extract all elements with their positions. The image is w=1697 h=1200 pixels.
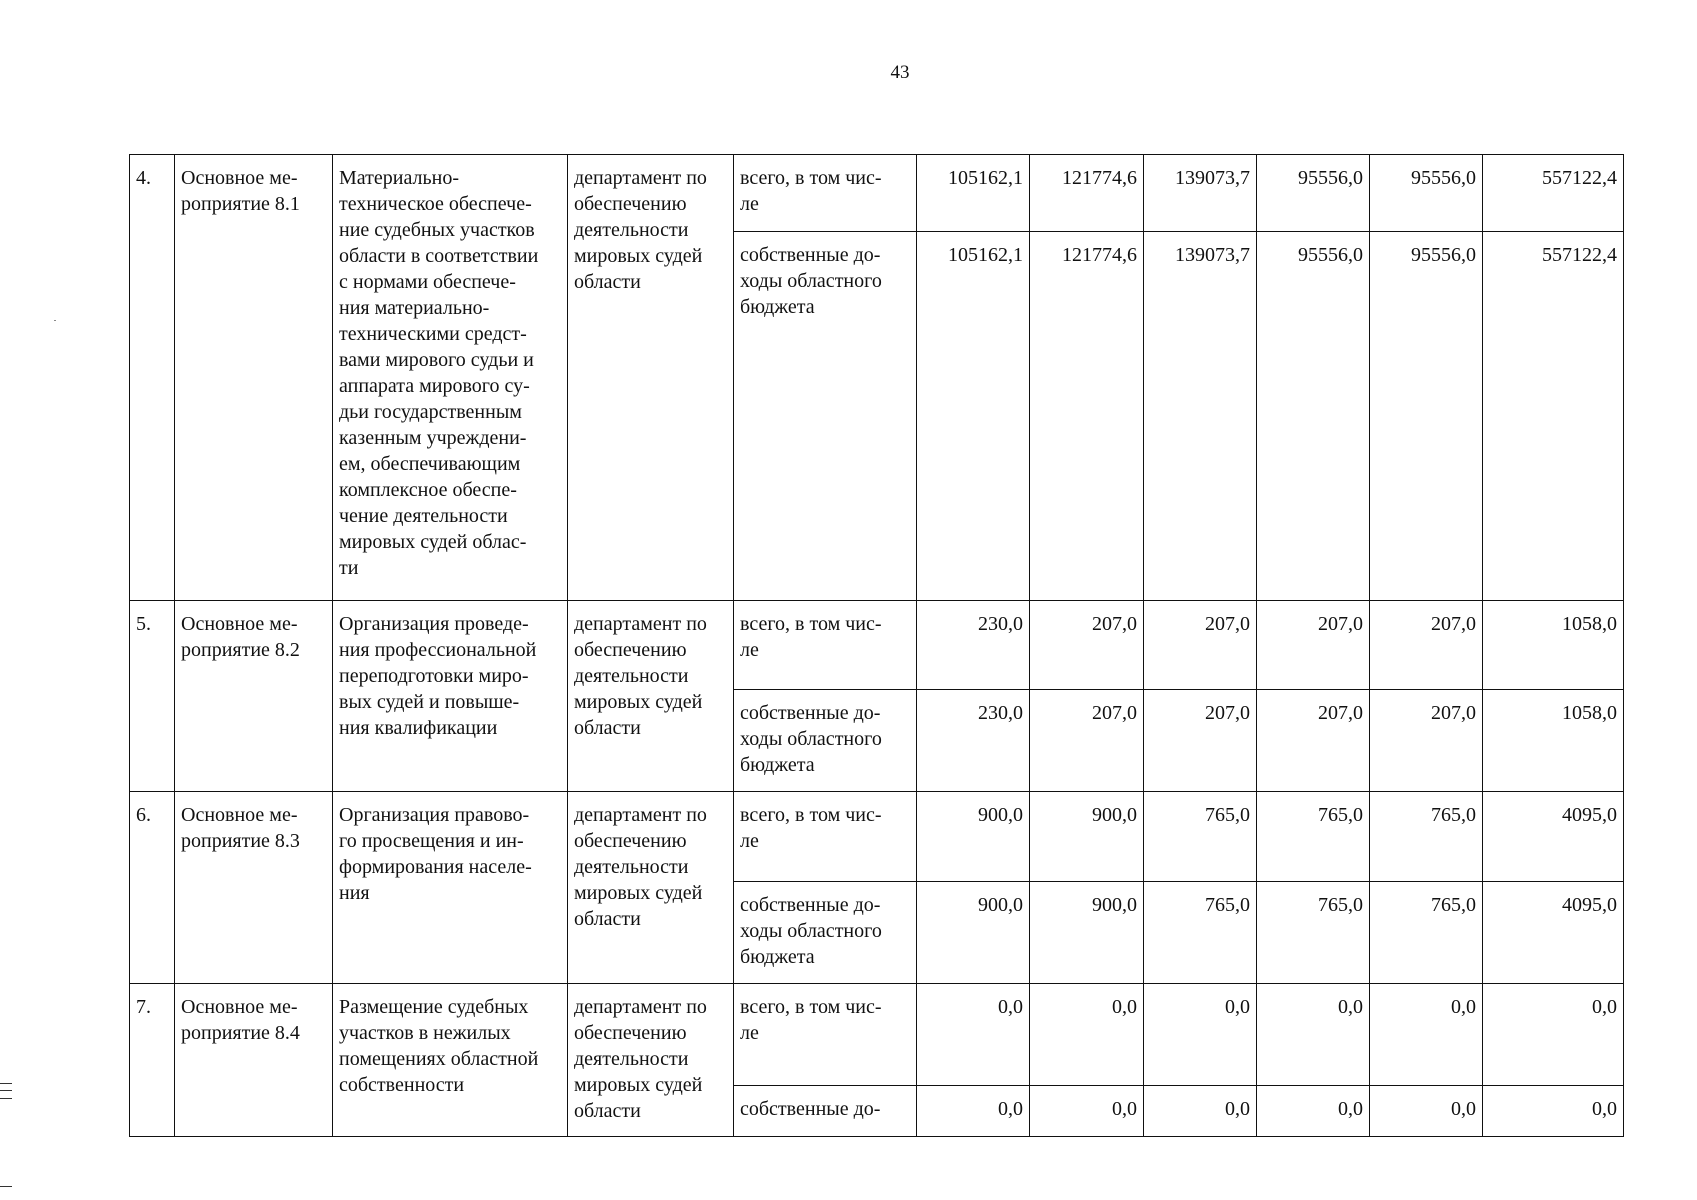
value-cell: 557122,4 [1483, 155, 1624, 232]
budget-table [129, 154, 1624, 1137]
value-cell: 207,0 [1030, 690, 1144, 792]
row-index: 5. [130, 601, 175, 792]
value-cell: 207,0 [1030, 601, 1144, 690]
value-cell: 0,0 [917, 1086, 1030, 1137]
measure-cell: Основное ме- роприятие 8.4 [175, 984, 333, 1137]
row-index: 4. [130, 155, 175, 601]
funding-source-cell: всего, в том чис- ле [734, 155, 917, 232]
value-cell: 121774,6 [1030, 232, 1144, 601]
row-index: 6. [130, 792, 175, 984]
funding-source-cell: собственные до- ходы областного бюджета [734, 690, 917, 792]
measure-cell: Основное ме- роприятие 8.3 [175, 792, 333, 984]
description-cell: Размещение судебных участков в нежилых помещениях областной собственности [333, 984, 568, 1137]
value-cell: 1058,0 [1483, 601, 1624, 690]
value-cell: 207,0 [1370, 601, 1483, 690]
value-cell: 0,0 [1370, 984, 1483, 1086]
page-number: 43 [890, 62, 910, 83]
value-cell: 765,0 [1370, 882, 1483, 984]
value-cell: 207,0 [1257, 601, 1370, 690]
description-cell: Организация правово- го просвещения и ин- формирования населе- ния [333, 792, 568, 984]
funding-source-cell: всего, в том чис- ле [734, 792, 917, 882]
table-body [130, 155, 1624, 1137]
executor-cell: департамент по обеспечению деятельности мировых судей области [568, 792, 734, 984]
value-cell: 0,0 [1483, 1086, 1624, 1137]
table-row [130, 984, 1624, 1086]
value-cell: 230,0 [917, 690, 1030, 792]
value-cell: 0,0 [1144, 984, 1257, 1086]
value-cell: 765,0 [1370, 792, 1483, 882]
value-cell: 900,0 [1030, 792, 1144, 882]
value-cell: 95556,0 [1370, 232, 1483, 601]
table-row [130, 601, 1624, 690]
value-cell: 765,0 [1257, 792, 1370, 882]
executor-cell: департамент по обеспечению деятельности мировых судей области [568, 155, 734, 601]
value-cell: 105162,1 [917, 232, 1030, 601]
executor-cell: департамент по обеспечению деятельности мировых судей области [568, 984, 734, 1137]
value-cell: 900,0 [917, 792, 1030, 882]
funding-source-cell: всего, в том чис- ле [734, 984, 917, 1086]
funding-source-cell: собственные до- [734, 1086, 917, 1137]
value-cell: 0,0 [1483, 984, 1624, 1086]
funding-source-cell: собственные до- ходы областного бюджета [734, 232, 917, 601]
value-cell: 557122,4 [1483, 232, 1624, 601]
value-cell: 4095,0 [1483, 792, 1624, 882]
value-cell: 0,0 [917, 984, 1030, 1086]
funding-source-cell: всего, в том чис- ле [734, 601, 917, 690]
description-cell: Материально- техническое обеспече- ние судебных участков области в соответствии с нормами обеспече- ния материально- техническими средст- вами мирового судьи и аппарата мирового су- дьи государственным казенным учреждени- ем, обеспечивающим комплексное обеспе- чение деятельности мировых судей облас- ти [333, 155, 568, 601]
value-cell: 765,0 [1144, 882, 1257, 984]
measure-cell: Основное ме- роприятие 8.1 [175, 155, 333, 601]
table-row [130, 792, 1624, 882]
value-cell: 95556,0 [1370, 155, 1483, 232]
measure-cell: Основное ме- роприятие 8.2 [175, 601, 333, 792]
value-cell: 0,0 [1257, 1086, 1370, 1137]
value-cell: 139073,7 [1144, 155, 1257, 232]
value-cell: 765,0 [1144, 792, 1257, 882]
row-index: 7. [130, 984, 175, 1137]
value-cell: 139073,7 [1144, 232, 1257, 601]
value-cell: 0,0 [1370, 1086, 1483, 1137]
value-cell: 0,0 [1257, 984, 1370, 1086]
value-cell: 95556,0 [1257, 155, 1370, 232]
value-cell: 207,0 [1370, 690, 1483, 792]
value-cell: 1058,0 [1483, 690, 1624, 792]
value-cell: 105162,1 [917, 155, 1030, 232]
value-cell: 4095,0 [1483, 882, 1624, 984]
value-cell: 900,0 [917, 882, 1030, 984]
value-cell: 765,0 [1257, 882, 1370, 984]
value-cell: 0,0 [1030, 1086, 1144, 1137]
funding-source-cell: собственные до- ходы областного бюджета [734, 882, 917, 984]
margin-dash [0, 1186, 12, 1187]
executor-cell: департамент по обеспечению деятельности мировых судей области [568, 601, 734, 792]
value-cell: 900,0 [1030, 882, 1144, 984]
value-cell: 0,0 [1144, 1086, 1257, 1137]
margin-mark [0, 1083, 12, 1099]
value-cell: 121774,6 [1030, 155, 1144, 232]
description-cell: Организация проведе- ния профессиональной переподготовки миро- вых судей и повыше- ния квалификации [333, 601, 568, 792]
value-cell: 207,0 [1257, 690, 1370, 792]
margin-dot [54, 320, 56, 321]
value-cell: 207,0 [1144, 601, 1257, 690]
value-cell: 207,0 [1144, 690, 1257, 792]
value-cell: 0,0 [1030, 984, 1144, 1086]
value-cell: 95556,0 [1257, 232, 1370, 601]
table-row [130, 155, 1624, 232]
value-cell: 230,0 [917, 601, 1030, 690]
